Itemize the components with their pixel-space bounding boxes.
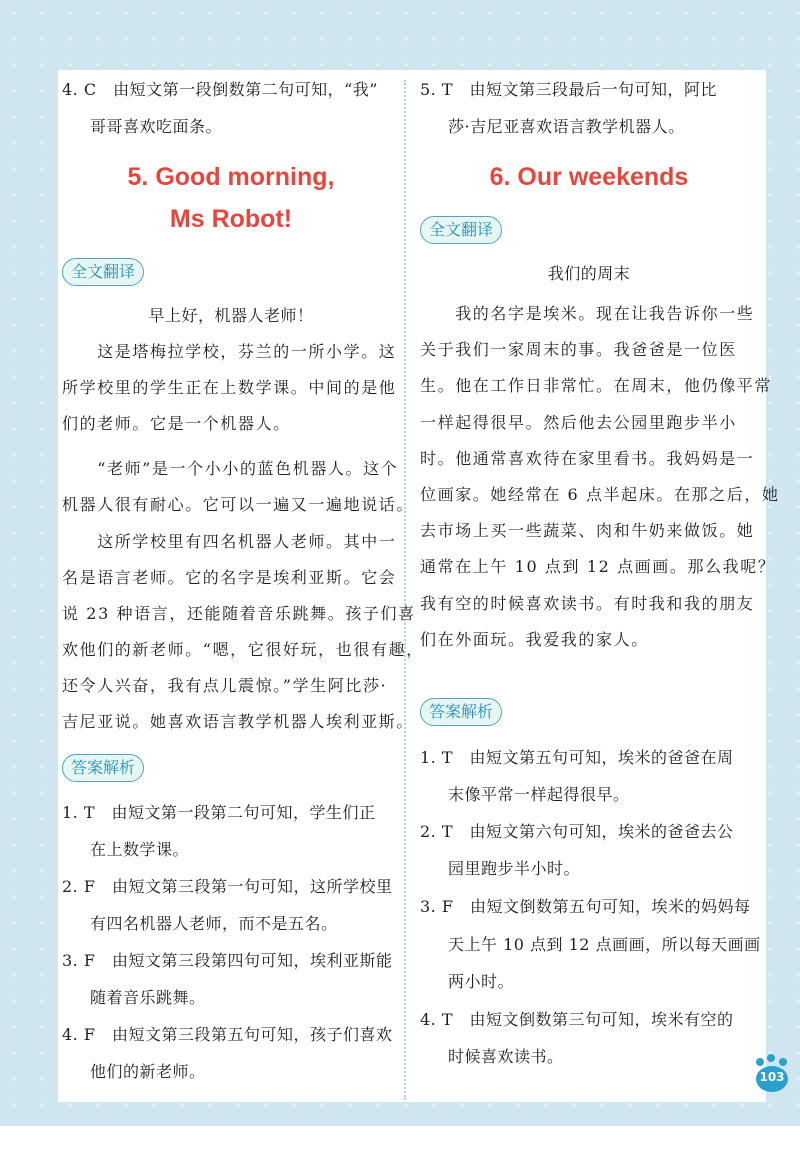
paragraph-line: 我的名字是埃米。现在让我告诉你一些	[420, 304, 755, 323]
paragraph-line: 机器人很有耐心。它可以一遍又一遍地说话。	[62, 495, 415, 514]
answer-2-line1: 2. T 由短文第六句可知，埃米的爸爸去公	[420, 822, 734, 841]
answer-4-line1: 4. C 由短文第一段倒数第二句可知，“我”	[62, 80, 378, 99]
paw-toe	[779, 1058, 787, 1066]
answer-5-line1: 5. T 由短文第三段最后一句可知，阿比	[420, 80, 718, 99]
paragraph-line: 关于我们一家周末的事。我爸爸是一位医	[420, 340, 737, 359]
lesson-5-title-line2: Ms Robot!	[169, 205, 293, 233]
answer-4-line2: 时候喜欢读书。	[448, 1047, 564, 1066]
translation-title-right: 我们的周末	[547, 264, 631, 283]
translation-badge-left: 全文翻译	[62, 258, 144, 286]
answer-4-line2: 他们的新老师。	[90, 1062, 206, 1081]
paragraph-line: 说 23 种语言，还能随着音乐跳舞。孩子们喜	[62, 604, 416, 623]
paragraph-line: 一样起得很早。然后他去公园里跑步半小	[420, 413, 737, 432]
answer-3-line1: 3. F 由短文第三段第四句可知，埃利亚斯能	[62, 951, 393, 970]
paw-toe	[756, 1058, 764, 1066]
paragraph-line: 位画家。她经常在 6 点半起床。在那之后，她	[420, 485, 780, 504]
answers-badge-left: 答案解析	[62, 754, 144, 782]
paragraph-line: 生。他在工作日非常忙。在周末，他仍像平常	[420, 376, 773, 395]
paragraph-line: 还令人兴奋，我有点儿震惊。”学生阿比莎·	[62, 676, 388, 695]
column-divider	[404, 80, 406, 1100]
lesson-5-title-line1: 5. Good morning,	[127, 163, 335, 191]
paragraph-line: 这是塔梅拉学校，芬兰的一所小学。这	[62, 342, 397, 361]
answer-4-line1: 4. T 由短文倒数第三句可知，埃米有空的	[420, 1010, 734, 1029]
paragraph-line: 通常在上午 10 点到 12 点画画。那么我呢？	[420, 557, 776, 576]
answer-4-line1: 4. F 由短文第三段第五句可知，孩子们喜欢	[62, 1025, 393, 1044]
paragraph-line: 所学校里的学生正在上数学课。中间的是他	[62, 378, 397, 397]
paragraph-line: 时。他通常喜欢待在家里看书。我妈妈是一	[420, 449, 755, 468]
answer-3-line2: 天上午 10 点到 12 点画画，所以每天画画	[448, 935, 761, 954]
answer-3-line1: 3. F 由短文倒数第五句可知，埃米的妈妈每	[420, 897, 751, 916]
answer-1-line2: 在上数学课。	[90, 840, 190, 859]
translation-badge-right: 全文翻译	[420, 216, 502, 244]
page-number: 103	[759, 1070, 785, 1084]
answer-1-line2: 末像平常一样起得很早。	[448, 785, 630, 804]
page-number-badge	[752, 1058, 792, 1096]
answers-badge-right: 答案解析	[420, 698, 502, 726]
answer-3-line2: 随着音乐跳舞。	[90, 988, 206, 1007]
translation-title-left: 早上好，机器人老师！	[148, 306, 314, 325]
answer-2-line2: 有四名机器人老师，而不是五名。	[90, 914, 338, 933]
answer-3-line3: 两小时。	[448, 972, 515, 991]
answer-4-line2: 哥哥喜欢吃面条。	[90, 117, 223, 136]
bottom-strip	[0, 1126, 800, 1154]
paragraph-line: 们的老师。它是一个机器人。	[62, 414, 291, 433]
paragraph-line: 名是语言老师。它的名字是埃利亚斯。它会	[62, 568, 397, 587]
answer-1-line1: 1. T 由短文第一段第二句可知，学生们正	[62, 803, 376, 822]
paragraph-line: 这所学校里有四名机器人老师。其中一	[62, 532, 397, 551]
paragraph-line: 欢他们的新老师。“嗯，它很好玩，也很有趣，	[62, 640, 424, 659]
answer-2-line2: 园里跑步半小时。	[448, 859, 581, 878]
paragraph-line: 们在外面玩。我爱我的家人。	[420, 630, 649, 649]
paragraph-line: 吉尼亚说。她喜欢语言教学机器人埃利亚斯。	[62, 712, 415, 731]
answer-2-line1: 2. F 由短文第三段第一句可知，这所学校里	[62, 877, 393, 896]
answer-5-line2: 莎·吉尼亚喜欢语言教学机器人。	[448, 117, 685, 136]
paragraph-line: “老师”是一个小小的蓝色机器人。这个	[62, 459, 399, 478]
lesson-6-title: 6. Our weekends	[489, 163, 689, 191]
answer-1-line1: 1. T 由短文第五句可知，埃米的爸爸在周	[420, 748, 734, 767]
paw-toe	[767, 1054, 775, 1062]
paragraph-line: 去市场上买一些蔬菜、肉和牛奶来做饭。她	[420, 521, 755, 540]
paragraph-line: 我有空的时候喜欢读书。有时我和我的朋友	[420, 594, 755, 613]
